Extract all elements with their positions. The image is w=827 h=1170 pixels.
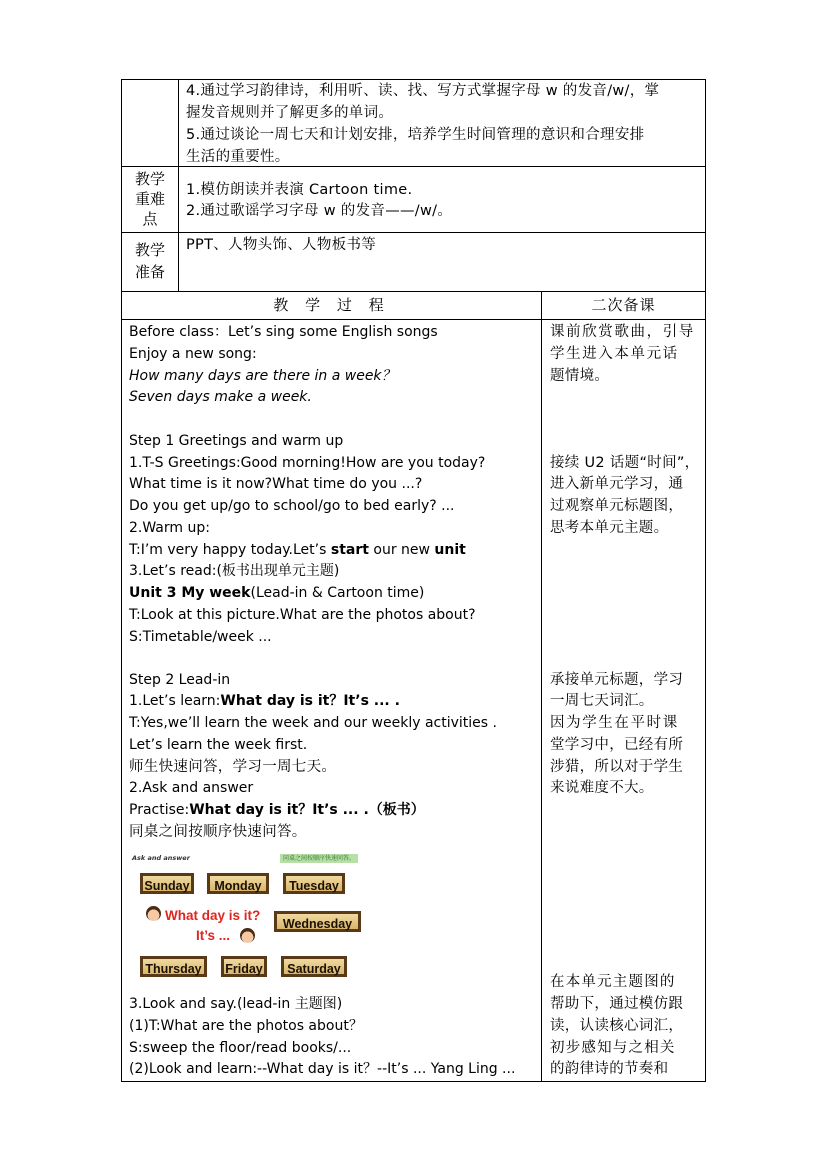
note-2-line-1: 接续 U2 话题“时间”， [550, 455, 700, 471]
objective-line-4: 生活的重要性。 [186, 149, 290, 165]
step2-line-4: 师生快速问答，学习一周七天。 [129, 759, 337, 775]
song-line-2: Seven days make a week. [129, 389, 312, 405]
girl-face-icon [146, 906, 161, 921]
before-class-line: Before class：Let’s sing some English songs [129, 324, 438, 340]
note-4-line-3: 读，认读核心词汇， [550, 1018, 684, 1034]
objective-line-2: 握发音规则并了解更多的单词。 [186, 105, 394, 121]
note-3-line-2: 一周七天词汇。 [550, 693, 654, 709]
row-divider-4 [121, 319, 706, 320]
step1-line-3: Do you get up/go to school/go to bed early? ... [129, 498, 455, 514]
row-divider-3 [121, 291, 706, 292]
note-2-line-2: 进入新单元学习，通 [550, 476, 684, 492]
note-4-line-1: 在本单元主题图的 [550, 974, 676, 990]
step2-line-1-a: 1.Let’s learn: [129, 693, 221, 709]
objective-line-1: 4.通过学习韵律诗，利用听、读、找、写方式掌握字母 w 的发音/w/，掌 [186, 83, 660, 99]
key-points-label-1: 教学 [134, 170, 165, 188]
note-4-line-5: 的韵律诗的节奏和 [550, 1061, 669, 1077]
step2-line-5: 2.Ask and answer [129, 780, 254, 796]
step2-line-6 [129, 799, 425, 821]
table-bottom-border [121, 1081, 706, 1082]
step1-line-6: 3.Let’s read:(板书出现单元主题) [129, 563, 340, 579]
preparation-label-1: 教学 [134, 241, 165, 259]
slide-question: What day is it? [165, 908, 261, 923]
note-1-line-3: 题情境。 [550, 368, 610, 384]
slide-tag: Ask and answer [132, 854, 190, 862]
key-point-1: 1.模仿朗读并表演 Cartoon time. [186, 182, 413, 198]
day-saturday: Saturday [281, 956, 347, 977]
step2-line-10: S:sweep the floor/read books/... [129, 1040, 352, 1056]
step1-line-5-b: start [330, 542, 369, 558]
enjoy-song-line: Enjoy a new song: [129, 346, 257, 362]
step2-line-1-b: What day is it？It’s ... . [220, 693, 400, 709]
key-points-label-3: 点 [142, 210, 158, 228]
step1-line-1: 1.T-S Greetings:Good morning!How are you today? [129, 455, 486, 471]
ask-and-answer-slide [130, 850, 365, 982]
note-4-line-2: 帮助下，通过模仿跟 [550, 996, 684, 1012]
step1-line-4: 2.Warm up: [129, 520, 210, 536]
step2-title: Step 2 Lead-in [129, 672, 231, 688]
step2-line-8: 3.Look and say.(lead-in 主题图) [129, 996, 343, 1012]
preparation-text: PPT、人物头饰、人物板书等 [186, 237, 377, 253]
day-wednesday: Wednesday [274, 911, 361, 932]
key-point-2: 2.通过歌谣学习字母 w 的发音——/w/。 [186, 203, 453, 219]
step1-line-8: T:Look at this picture.What are the photos about? [129, 607, 476, 623]
step2-line-9: (1)T:What are the photos about？ [129, 1018, 363, 1034]
unit-title: Unit 3 My week [129, 585, 251, 601]
note-1-line-1: 课前欣赏歌曲，引导 [550, 324, 695, 340]
step2-line-6-b: What day is it？It’s ... .（板书） [189, 802, 425, 818]
step2-line-11: (2)Look and learn:--What day is it？--It’s ... Yang Ling ... [129, 1061, 516, 1077]
table-right-border [705, 79, 706, 1082]
label-column-divider [178, 79, 179, 291]
note-4-line-4: 初步感知与之相关 [550, 1040, 676, 1056]
step1-line-5 [129, 539, 466, 561]
step1-line-5-a: T:I’m very happy today.Let’s [129, 542, 331, 558]
slide-instruction: 同桌之间按顺序快速问答。 [280, 854, 358, 863]
step1-line-5-d: unit [434, 542, 466, 558]
note-3-line-1: 承接单元标题，学习 [550, 672, 684, 688]
note-1-line-2: 学生进入本单元话 [550, 346, 679, 362]
day-tuesday: Tuesday [283, 873, 345, 894]
step1-line-9: S:Timetable/week ... [129, 629, 272, 645]
step2-line-6-a: Practise: [129, 802, 190, 818]
notes-header: 二次备课 [591, 296, 656, 314]
row-divider-2 [121, 232, 706, 233]
process-header: 教 学 过 程 [273, 296, 390, 314]
step1-line-2: What time is it now?What time do you ...? [129, 476, 423, 492]
step1-line-7 [129, 582, 424, 604]
note-2-line-4: 思考本单元主题。 [550, 520, 669, 536]
note-3-line-6: 来说难度不大。 [550, 780, 654, 796]
preparation-label-2: 准备 [134, 263, 165, 281]
day-monday: Monday [207, 873, 269, 894]
notes-column-divider [541, 291, 542, 1081]
song-line-1: How many days are there in a week？ [129, 368, 396, 384]
boy-face-icon [240, 928, 255, 943]
note-3-line-4: 堂学习中，已经有所 [550, 737, 684, 753]
day-thursday: Thursday [140, 956, 207, 977]
day-sunday: Sunday [140, 873, 194, 894]
objective-line-3: 5.通过谈论一周七天和计划安排，培养学生时间管理的意识和合理安排 [186, 127, 645, 143]
step2-line-3: Let’s learn the week first. [129, 737, 308, 753]
step2-line-1 [129, 690, 400, 712]
note-2-line-3: 过观察单元标题图， [550, 498, 684, 514]
note-3-line-3: 因为学生在平时课 [550, 715, 679, 731]
unit-subtitle: (Lead-in & Cartoon time) [250, 585, 425, 601]
day-friday: Friday [221, 956, 267, 977]
step1-line-5-c: our new [368, 542, 435, 558]
note-3-line-5: 涉猎，所以对于学生 [550, 759, 684, 775]
step2-line-7: 同桌之间按顺序快速问答。 [129, 824, 307, 840]
step2-line-2: T:Yes,we’ll learn the week and our weekly activities . [129, 715, 497, 731]
key-points-label-2: 重难 [134, 190, 165, 208]
step1-title: Step 1 Greetings and warm up [129, 433, 344, 449]
slide-answer: It’s ... [196, 928, 231, 943]
